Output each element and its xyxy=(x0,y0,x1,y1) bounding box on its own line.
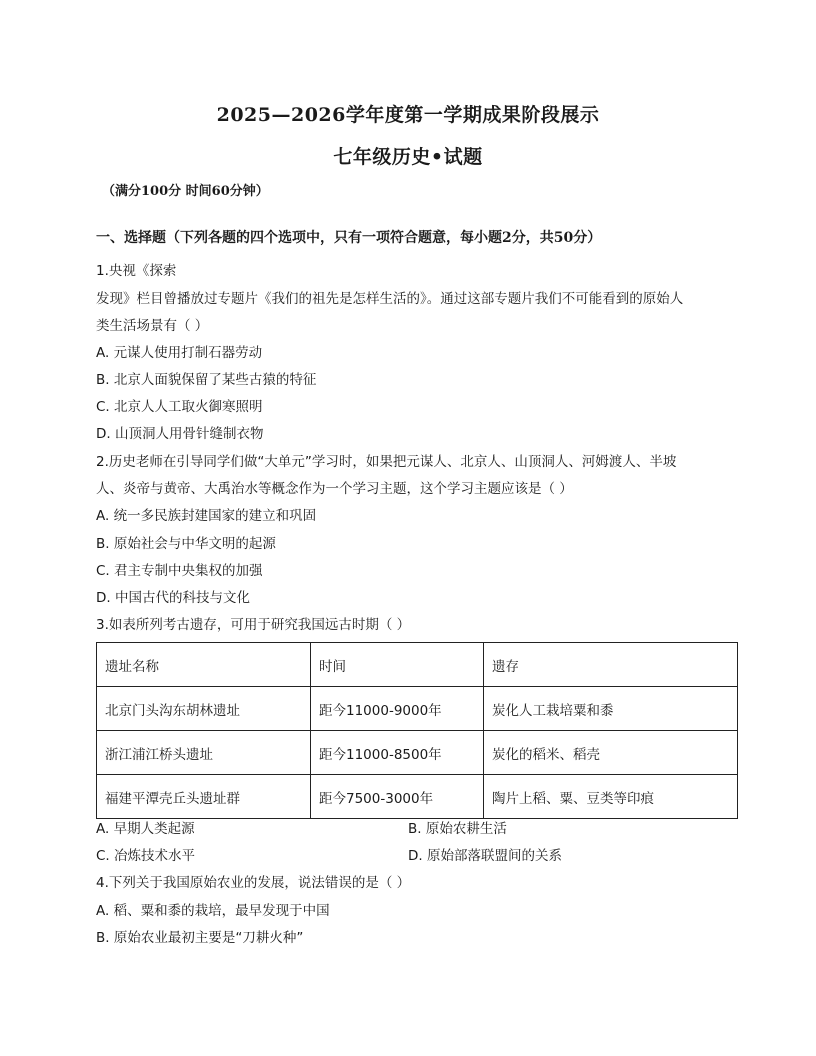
exam-title: 2025—2026学年度第一学期成果阶段展示 xyxy=(216,104,600,126)
q1-option-b: B. 北京人面貌保留了某些古猿的特征 xyxy=(96,372,317,388)
exam-note: （满分100分 时间60分钟） xyxy=(102,184,269,199)
q4-option-a: A. 稻、粟和黍的栽培，最早发现于中国 xyxy=(96,903,330,919)
q2-option-a: A. 统一多民族封建国家的建立和巩固 xyxy=(96,508,317,524)
q2-stem-line1: 2.历史老师在引导同学们做“大单元”学习时，如果把元谋人、北京人、山顶洞人、河姆渡人、半坡 xyxy=(96,454,677,470)
table-cell: 陶片上稻、粟、豆类等印痕 xyxy=(484,775,738,819)
q3-option-c: C. 冶炼技术水平 xyxy=(96,848,196,864)
table-cell: 福建平潭壳丘头遗址群 xyxy=(97,775,311,819)
q1-option-d: D. 山顶洞人用骨针缝制衣物 xyxy=(96,426,264,442)
table-cell: 距今11000-9000年 xyxy=(311,687,484,731)
q4-stem: 4.下列关于我国原始农业的发展，说法错误的是（ ） xyxy=(96,875,411,891)
q4-option-b: B. 原始农业最初主要是“刀耕火种” xyxy=(96,930,304,946)
table-row xyxy=(97,687,738,731)
table-cell: 北京门头沟东胡林遗址 xyxy=(97,687,311,731)
section-heading: 一、选择题（下列各题的四个选项中，只有一项符合题意，每小题2分，共50分） xyxy=(96,230,602,246)
table-row xyxy=(97,731,738,775)
table-header-row xyxy=(97,643,738,687)
q1-option-c: C. 北京人人工取火御寒照明 xyxy=(96,399,263,415)
q2-option-b: B. 原始社会与中华文明的起源 xyxy=(96,536,276,552)
q1-stem-line2: 发现》栏目曾播放过专题片《我们的祖先是怎样生活的》。通过这部专题片我们不可能看到的原始人 xyxy=(96,291,684,307)
table-row xyxy=(97,775,738,819)
q1-option-a: A. 元谋人使用打制石器劳动 xyxy=(96,345,263,361)
exam-subtitle: 七年级历史•试题 xyxy=(333,146,483,168)
q2-option-c: C. 君主专制中央集权的加强 xyxy=(96,563,263,579)
table-header-cell: 遗存 xyxy=(484,643,738,687)
q1-stem-line1: 1.央视《探索 xyxy=(96,263,177,279)
q3-option-b: B. 原始农耕生活 xyxy=(408,821,507,837)
table-cell: 距今7500-3000年 xyxy=(311,775,484,819)
table-cell: 浙江浦江桥头遗址 xyxy=(97,731,311,775)
q3-option-d: D. 原始部落联盟间的关系 xyxy=(408,848,562,864)
relics-table xyxy=(96,642,738,819)
table-header-cell: 时间 xyxy=(311,643,484,687)
q3-stem: 3.如表所列考古遗存，可用于研究我国远古时期（ ） xyxy=(96,617,411,633)
table-cell: 炭化的稻米、稻壳 xyxy=(484,731,738,775)
q2-stem-line2: 人、炎帝与黄帝、大禹治水等概念作为一个学习主题，这个学习主题应该是（ ） xyxy=(96,481,573,497)
q2-option-d: D. 中国古代的科技与文化 xyxy=(96,590,250,606)
table-cell: 距今11000-8500年 xyxy=(311,731,484,775)
table-header-cell: 遗址名称 xyxy=(97,643,311,687)
q3-option-a: A. 早期人类起源 xyxy=(96,821,195,837)
q1-stem-line3: 类生活场景有（ ） xyxy=(96,318,209,334)
table-cell: 炭化人工栽培粟和黍 xyxy=(484,687,738,731)
